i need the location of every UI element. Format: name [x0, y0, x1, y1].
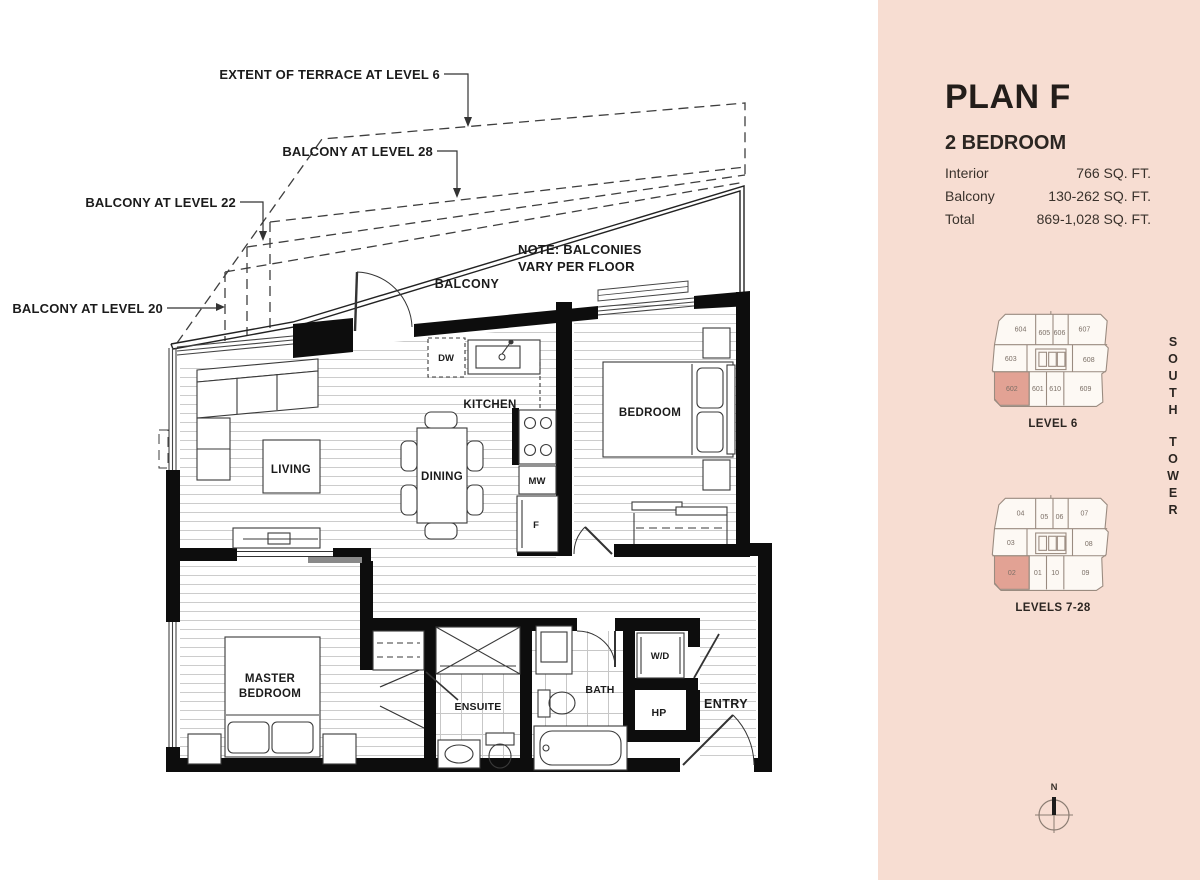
svg-text:02: 02: [1007, 570, 1016, 578]
svg-text:10: 10: [1051, 570, 1060, 578]
plan-name: PLAN F: [945, 78, 1071, 116]
svg-text:08: 08: [1084, 541, 1093, 548]
entry-label: ENTRY: [704, 697, 748, 711]
note-line1: NOTE: BALCONIES: [518, 242, 642, 257]
svg-text:601: 601: [1031, 386, 1044, 394]
tower-label: S O U T H T O W E R: [1167, 335, 1179, 517]
living-label: LIVING: [270, 464, 312, 476]
north-compass: [1023, 779, 1085, 841]
keyplan-level6-caption: LEVEL 6: [1028, 418, 1078, 430]
area-stats: [945, 165, 1151, 234]
stat-interior: [945, 165, 1151, 181]
svg-text:609: 609: [1079, 386, 1092, 394]
note-line2: VARY PER FLOOR: [518, 259, 635, 274]
dishwasher-label: DW: [438, 353, 454, 364]
svg-text:607: 607: [1078, 326, 1091, 334]
compass-n: N: [1050, 782, 1058, 793]
svg-text:09: 09: [1081, 570, 1090, 578]
stat-balcony: [945, 188, 1151, 204]
microwave-label: MW: [528, 476, 546, 487]
balcony-l22-label: BALCONY AT LEVEL 22: [85, 195, 236, 210]
heat-pump-label: HP: [651, 707, 667, 719]
stat-label: Interior: [945, 165, 989, 181]
svg-text:610: 610: [1049, 386, 1062, 394]
keyplan-levels-7-28: [988, 495, 1118, 597]
stat-value: 869-1,028 SQ. FT.: [1036, 211, 1151, 227]
kitchen-label: KITCHEN: [463, 399, 517, 411]
fridge-label: F: [533, 520, 539, 531]
master-label-1: MASTER: [244, 673, 296, 685]
washer-dryer-label: W/D: [650, 651, 670, 662]
stat-label: Balcony: [945, 188, 995, 204]
balcony-l20-label: BALCONY AT LEVEL 20: [12, 301, 163, 316]
dining-label: DINING: [420, 471, 464, 483]
plan-type: 2 BEDROOM: [945, 132, 1067, 154]
stat-total: [945, 211, 1151, 227]
annotation-leaders: [167, 74, 468, 308]
svg-text:603: 603: [1004, 355, 1017, 363]
svg-text:604: 604: [1014, 326, 1027, 334]
svg-text:06: 06: [1055, 513, 1064, 521]
balcony-label: BALCONY: [434, 277, 500, 291]
svg-text:01: 01: [1033, 570, 1042, 578]
ensuite-label: ENSUITE: [454, 701, 502, 713]
svg-text:03: 03: [1006, 539, 1015, 547]
keyplan-level-6: [988, 311, 1118, 413]
svg-text:608: 608: [1082, 357, 1095, 364]
stat-value: 766 SQ. FT.: [1076, 165, 1151, 181]
keyplan-levels728-caption: LEVELS 7-28: [1015, 602, 1091, 614]
balcony-l28-label: BALCONY AT LEVEL 28: [282, 144, 433, 159]
svg-text:602: 602: [1005, 386, 1018, 394]
info-sidebar: [878, 0, 1200, 880]
svg-text:04: 04: [1016, 510, 1025, 518]
bedroom-label: BEDROOM: [618, 407, 682, 419]
svg-text:05: 05: [1040, 513, 1049, 521]
svg-text:07: 07: [1080, 510, 1089, 518]
bath-label: BATH: [585, 684, 615, 696]
extent-terrace-label: EXTENT OF TERRACE AT LEVEL 6: [219, 67, 440, 82]
stat-label: Total: [945, 211, 975, 227]
stat-value: 130-262 SQ. FT.: [1048, 188, 1151, 204]
master-label-2: BEDROOM: [238, 688, 302, 700]
north-needle: [1052, 797, 1056, 815]
svg-text:606: 606: [1053, 329, 1066, 337]
svg-text:605: 605: [1038, 329, 1051, 337]
